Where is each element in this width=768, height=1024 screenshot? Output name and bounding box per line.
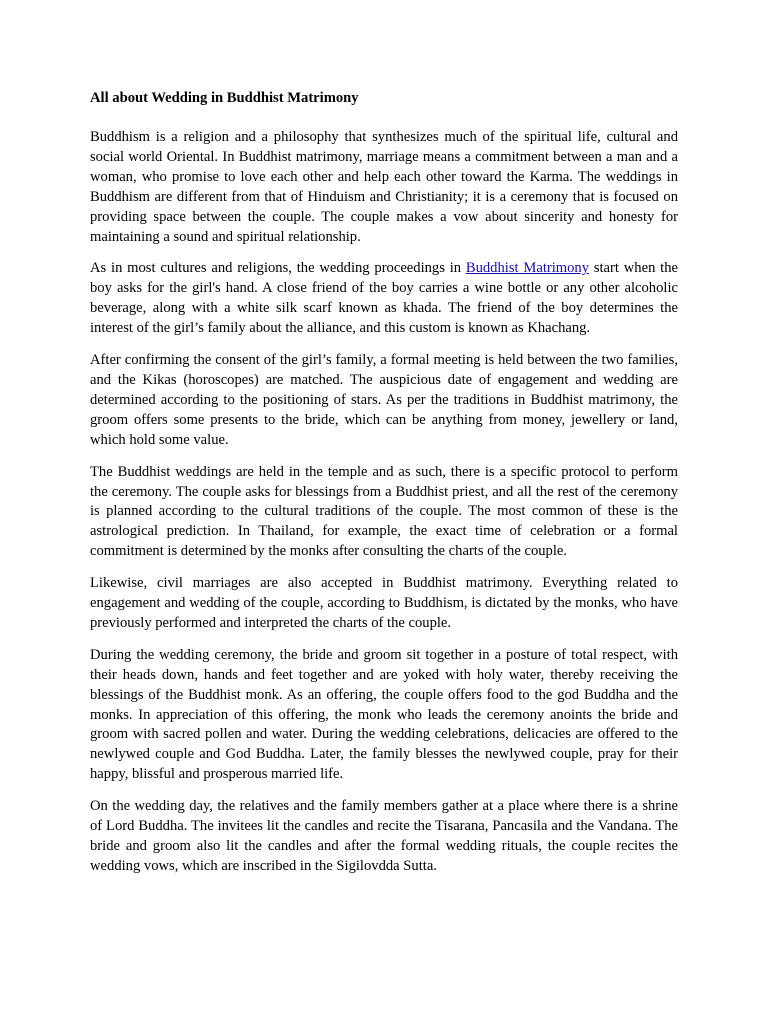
paragraph-formal-meeting: After confirming the consent of the girl’s family, a formal meeting is held between the two families, and the Kikas (horoscopes) are matched. The auspicious date of engagement and wedding are determined according to the positioning of stars. As per the traditions in Buddhist matrimony, the groom offers some presents to the bride, which can be anything from money, jewellery or land, which hold some value. <box>90 352 678 448</box>
paragraph-proceedings-text-before: As in most cultures and religions, the wedding proceedings in <box>90 260 466 277</box>
document-title: All about Wedding in Buddhist Matrimony <box>90 90 359 106</box>
paragraph-proceedings-text-after: start when the boy asks for the girl's hand. A close friend of the boy carries a wine bottle or any other alcoholic beverage, along with a white silk scarf known as khada. The friend of the boy determines the interest of the girl’s family about the alliance, and this custom is known as Khachang. <box>90 260 678 337</box>
paragraph-intro: Buddhism is a religion and a philosophy that synthesizes much of the spiritual life, cultural and social world Oriental. In Buddhist matrimony, marriage means a commitment between a man and a woman, who promise to love each other and help each other toward the Karma. The weddings in Buddhism are different from that of Hinduism and Christianity; it is a ceremony that is focused on providing space between the couple. The couple makes a vow about sincerity and honesty for maintaining a sound and spiritual relationship. <box>90 129 678 245</box>
buddhist-matrimony-link[interactable]: Buddhist Matrimony <box>465 260 590 277</box>
paragraph-ceremony: During the wedding ceremony, the bride and groom sit together in a posture of total respect, with their heads down, hands and feet together and are yoked with holy water, thereby receiving the blessings of the Buddhist monk. As an offering, the couple offers food to the god Buddha and the monks. In appreciation of this offering, the monk who leads the ceremony anoints the bride and groom with sacred pollen and water. During the wedding celebrations, delicacies are offered to the newlywed couple and God Buddha. Later, the family blesses the newlywed couple, pray for their happy, blissful and prosperous married life. <box>90 646 678 783</box>
paragraph-proceedings <box>90 259 678 339</box>
document-page <box>90 88 678 889</box>
paragraph-temple: The Buddhist weddings are held in the temple and as such, there is a specific protocol to perform the ceremony. The couple asks for blessings from a Buddhist priest, and all the rest of the ceremony is planned according to the cultural traditions of the couple. The most common of these is the astrological prediction. In Thailand, for example, the exact time of celebration or a formal commitment is determined by the monks after consulting the charts of the couple. <box>90 463 678 560</box>
paragraph-civil-marriages: Likewise, civil marriages are also accepted in Buddhist matrimony. Everything related to engagement and wedding of the couple, according to Buddhism, is dictated by the monks, who have previously performed and interpreted the charts of the couple. <box>90 575 678 631</box>
paragraph-wedding-day: On the wedding day, the relatives and the family members gather at a place where there is a shrine of Lord Buddha. The invitees lit the candles and recite the Tisarana, Pancasila and the Vandana. The bride and groom also lit the candles and after the formal wedding rituals, the couple recites the wedding vows, which are inscribed in the Sigilovdda Sutta. <box>90 798 678 874</box>
